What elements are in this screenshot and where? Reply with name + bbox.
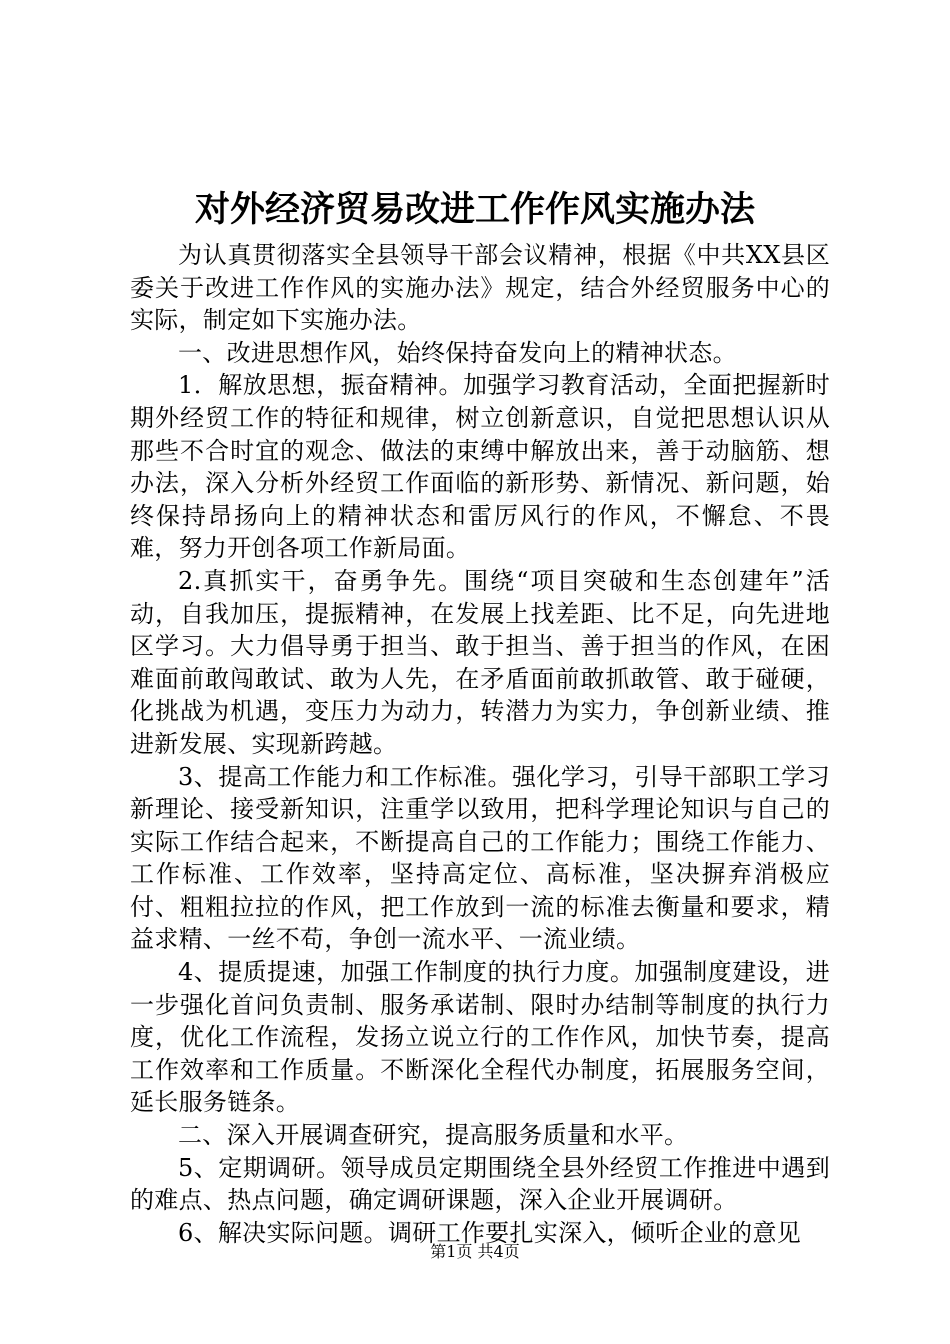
- paragraph-intro: 为认真贯彻落实全县领导干部会议精神，根据《中共XX县区委关于改进工作作风的实施办法》规定，结合外经贸服务中心的实际，制定如下实施办法。: [130, 241, 830, 335]
- document-title: 对外经济贸易改进工作作风实施办法: [194, 189, 755, 230]
- paragraph-item-1: 1．解放思想，振奋精神。加强学习教育活动，全面把握新时期外经贸工作的特征和规律，树立创新意识，自觉把思想认识从那些不合时宜的观念、做法的束缚中解放出来，善于动脑筋、想办法，深入分析外经贸工作面临的新形势、新情况、新问题，始终保持昂扬向上的精神状态和雷厉风行的作风，不懈怠、不畏难，努力开创各项工作新局面。: [130, 371, 830, 563]
- section-heading-2: 二、深入开展调查研究，提高服务质量和水平。: [178, 1121, 689, 1150]
- section-heading-1: 一、改进思想作风，始终保持奋发向上的精神状态。: [178, 338, 737, 367]
- paragraph-item-5: 5、定期调研。领导成员定期围绕全县外经贸工作推进中遇到的难点、热点问题，确定调研课题，深入企业开展调研。: [130, 1153, 830, 1215]
- paragraph-item-4: 4、提质提速，加强工作制度的执行力度。加强制度建设，进一步强化首问负责制、服务承诺制、限时办结制等制度的执行力度，优化工作流程，发扬立说立行的工作作风，加快节奏，提高工作效率和工作质量。不断深化全程代办制度，拓展服务空间，延长服务链条。: [130, 958, 830, 1117]
- document-body: [130, 239, 830, 1249]
- paragraph-item-3: 3、提高工作能力和工作标准。强化学习，引导干部职工学习新理论、接受新知识，注重学以致用，把科学理论知识与自己的实际工作结合起来，不断提高自己的工作能力；围绕工作能力、工作标准、工作效率，坚持高定位、高标准，坚决摒弃消极应付、粗粗拉拉的作风，把工作放到一流的标准去衡量和要求，精益求精、一丝不苟，争创一流水平、一流业绩。: [130, 762, 830, 954]
- paragraph-item-2: 2.真抓实干，奋勇争先。围绕“项目突破和生态创建年”活动，自我加压，提振精神，在发展上找差距、比不足，向先进地区学习。大力倡导勇于担当、敢于担当、善于担当的作风，在困难面前敢闯敢试、敢为人先，在矛盾面前敢抓敢管、敢于碰硬，化挑战为机遇，变压力为动力，转潜力为实力，争创新业绩、推进新发展、实现新跨越。: [130, 566, 830, 758]
- page-number-footer: 第1页 共4页: [430, 1242, 520, 1261]
- paragraph-item-6: 6、解决实际问题。调研工作要扎实深入，倾听企业的意见: [178, 1218, 802, 1247]
